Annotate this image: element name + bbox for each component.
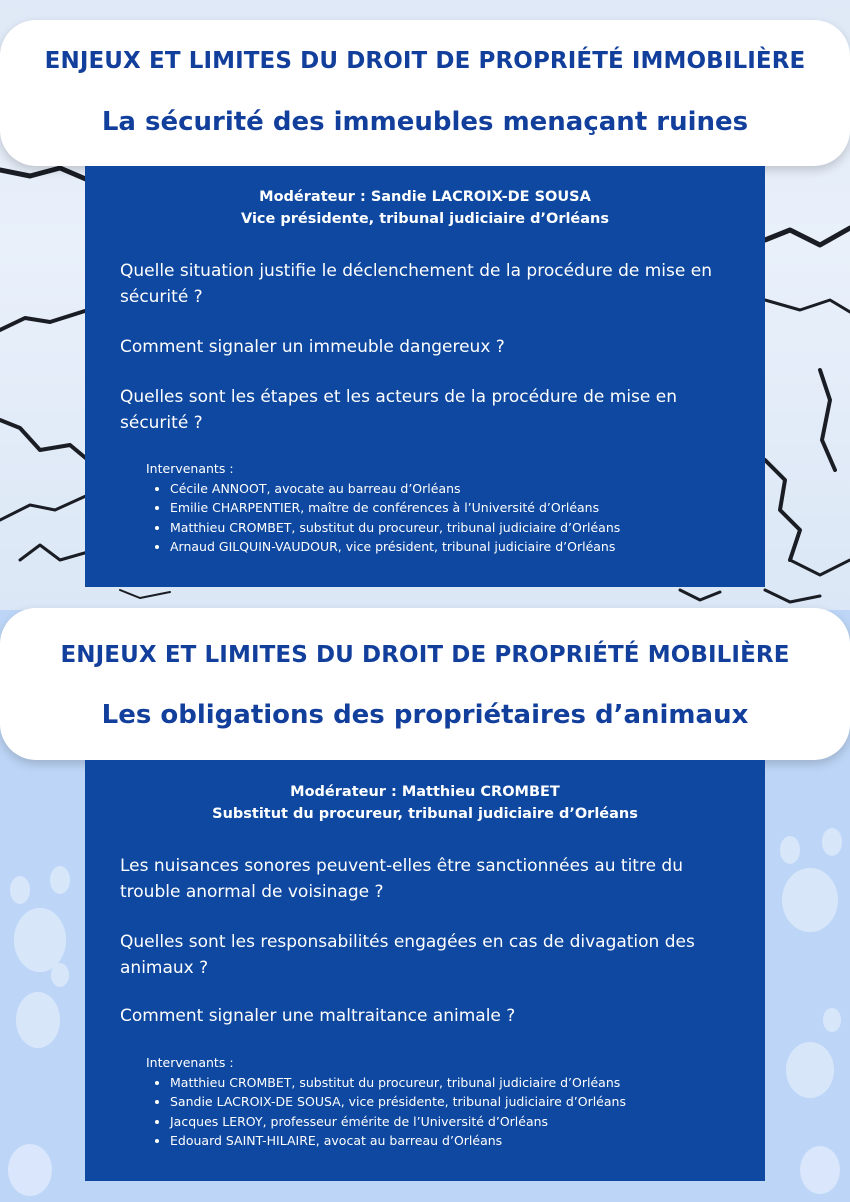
speaker-item: • Sandie LACROIX-DE SOUSA, vice présidente, tribunal judiciaire d’Orléans: [170, 1092, 626, 1112]
section-2-speaker-list: [146, 1073, 626, 1151]
section-2-subtitle: Les obligations des propriétaires d’animaux: [101, 700, 749, 730]
section-1-header: [0, 20, 850, 166]
section-2-header: [0, 608, 850, 760]
section-2-moderator-role: Substitut du procureur, tribunal judiciaire d’Orléans: [212, 806, 638, 822]
section-2-speakers: [146, 1053, 626, 1151]
section-2-question-3: Comment signaler une maltraitance animale ?: [120, 1006, 516, 1026]
section-1-title: ENJEUX ET LIMITES DU DROIT DE PROPRIÉTÉ IMMOBILIÈRE: [44, 48, 806, 74]
section-1-moderator: Modérateur : Sandie LACROIX-DE SOUSA: [259, 189, 591, 205]
section-1-question-2: Comment signaler un immeuble dangereux ?: [120, 337, 505, 357]
section-1-subtitle: La sécurité des immeubles menaçant ruines: [101, 107, 749, 137]
section-2-title: ENJEUX ET LIMITES DU DROIT DE PROPRIÉTÉ MOBILIÈRE: [60, 642, 790, 668]
speaker-item: • Jacques LEROY, professeur émérite de l’Université d’Orléans: [170, 1112, 626, 1132]
speaker-item: • Edouard SAINT-HILAIRE, avocat au barreau d’Orléans: [170, 1131, 626, 1151]
section-2-speakers-label: Intervenants :: [146, 1055, 234, 1070]
section-1-panel: [85, 166, 765, 587]
section-1-speakers: [146, 459, 620, 557]
section-1-moderator-role: Vice présidente, tribunal judiciaire d’Orléans: [240, 211, 610, 227]
section-1-question-1: Quelle situation justifie le déclenchement de la procédure de mise en sécurité ?: [120, 261, 712, 307]
speaker-item: • Arnaud GILQUIN-VAUDOUR, vice président, tribunal judiciaire d’Orléans: [170, 537, 620, 557]
section-1-speaker-list: [146, 479, 620, 557]
speaker-item: • Matthieu CROMBET, substitut du procureur, tribunal judiciaire d’Orléans: [170, 1073, 626, 1093]
section-1-moderator-block: [85, 186, 765, 230]
section-1-speakers-label: Intervenants :: [146, 461, 234, 476]
section-1-question-3: Quelles sont les étapes et les acteurs de la procédure de mise en sécurité ?: [120, 387, 678, 433]
section-2-question-1: Les nuisances sonores peuvent-elles être sanctionnées au titre du trouble anormal de voisinage ?: [120, 856, 684, 902]
speaker-item: • Matthieu CROMBET, substitut du procureur, tribunal judiciaire d’Orléans: [170, 518, 620, 538]
speaker-item: • Emilie CHARPENTIER, maître de conférences à l’Université d’Orléans: [170, 498, 620, 518]
section-2-panel: [85, 760, 765, 1181]
section-2-moderator: Modérateur : Matthieu CROMBET: [290, 784, 560, 800]
section-2-moderator-block: [85, 781, 765, 825]
section-2-question-2: Quelles sont les responsabilités engagées en cas de divagation des animaux ?: [120, 932, 695, 978]
speaker-item: • Cécile ANNOOT, avocate au barreau d’Orléans: [170, 479, 620, 499]
